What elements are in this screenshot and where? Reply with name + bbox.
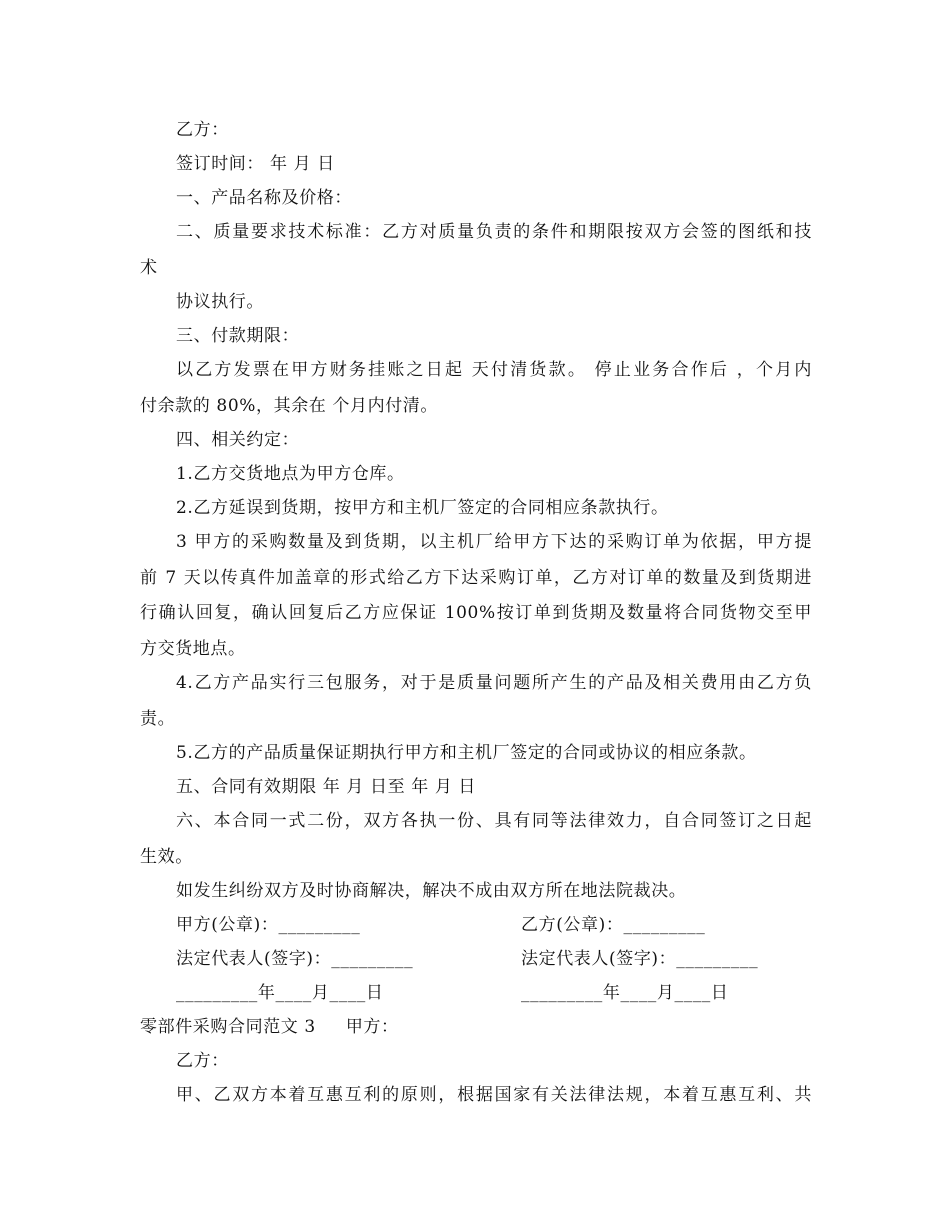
clause-4-3-cont-2: 行确认回复，确认回复后乙方应保证 100%按订单到货期及数量将合同货物交至甲 (140, 603, 812, 623)
party-a-date-field: _________年____月____日 (176, 983, 384, 1003)
party-a-seal-field: 甲方(公章)：_________ (176, 915, 361, 935)
section-1-heading: 一、产品名称及价格： (176, 188, 352, 208)
signing-date: 签订时间： 年 月 日 (176, 154, 335, 174)
clause-4-4: 4.乙方产品实行三包服务，对于是质量问题所产生的产品及相关费用由乙方负 (176, 673, 812, 693)
section-6-text: 六、本合同一式二份，双方各执一份、具有同等法律效力，自合同签订之日起 (176, 811, 812, 831)
clause-4-1: 1.乙方交货地点为甲方仓库。 (176, 464, 405, 484)
dispute-clause: 如发生纠纷双方及时协商解决，解决不成由双方所在地法院裁决。 (176, 881, 687, 901)
section-3-text: 以乙方发票在甲方财务挂账之日起 天付清货款。 停止业务合作后 ，个月内 (176, 360, 812, 380)
section-6-text-cont: 生效。 (140, 847, 193, 867)
next-contract-title: 零部件采购合同范文 3 (140, 1017, 316, 1037)
section-3-text-cont: 付余款的 80%，其余在 个月内付清。 (140, 396, 438, 416)
clause-4-3: 3 甲方的采购数量及到货期，以主机厂给甲方下达的采购订单为依据，甲方提 (176, 532, 812, 552)
party-b-rep-field: 法定代表人(签字)：_________ (521, 949, 759, 969)
section-4-heading: 四、相关约定： (176, 430, 300, 450)
next-contract-party-a: 甲方： (345, 1017, 399, 1037)
next-contract-party-b: 乙方： (176, 1051, 229, 1071)
clause-4-5: 5.乙方的产品质量保证期执行甲方和主机厂签定的合同或协议的相应条款。 (176, 743, 757, 763)
section-2-text-cont: 术 (140, 258, 158, 278)
party-b-seal-field: 乙方(公章)：_________ (521, 915, 706, 935)
clause-4-3-cont-3: 方交货地点。 (140, 639, 246, 659)
section-2-text: 二、质量要求技术标准：乙方对质量负责的条件和期限按双方会签的图纸和技 (176, 222, 812, 242)
party-b-date-field: _________年____月____日 (521, 983, 729, 1003)
party-a-rep-field: 法定代表人(签字)：_________ (176, 949, 414, 969)
party-b-label: 乙方： (176, 120, 229, 140)
section-3-heading: 三、付款期限： (176, 326, 300, 346)
section-5-text: 五、合同有效期限 年 月 日至 年 月 日 (176, 777, 477, 797)
clause-4-3-cont-1: 前 7 天以传真件加盖章的形式给乙方下达采购订单，乙方对订单的数量及到货期进 (140, 568, 812, 588)
clause-4-2: 2.乙方延误到货期，按甲方和主机厂签定的合同相应条款执行。 (176, 498, 669, 518)
next-contract-intro: 甲、乙双方本着互惠互利的原则，根据国家有关法律法规，本着互惠互利、共 (176, 1085, 812, 1105)
clause-4-4-cont: 责。 (140, 709, 176, 729)
section-2-text-end: 协议执行。 (176, 292, 264, 312)
next-contract-heading (140, 1016, 399, 1038)
